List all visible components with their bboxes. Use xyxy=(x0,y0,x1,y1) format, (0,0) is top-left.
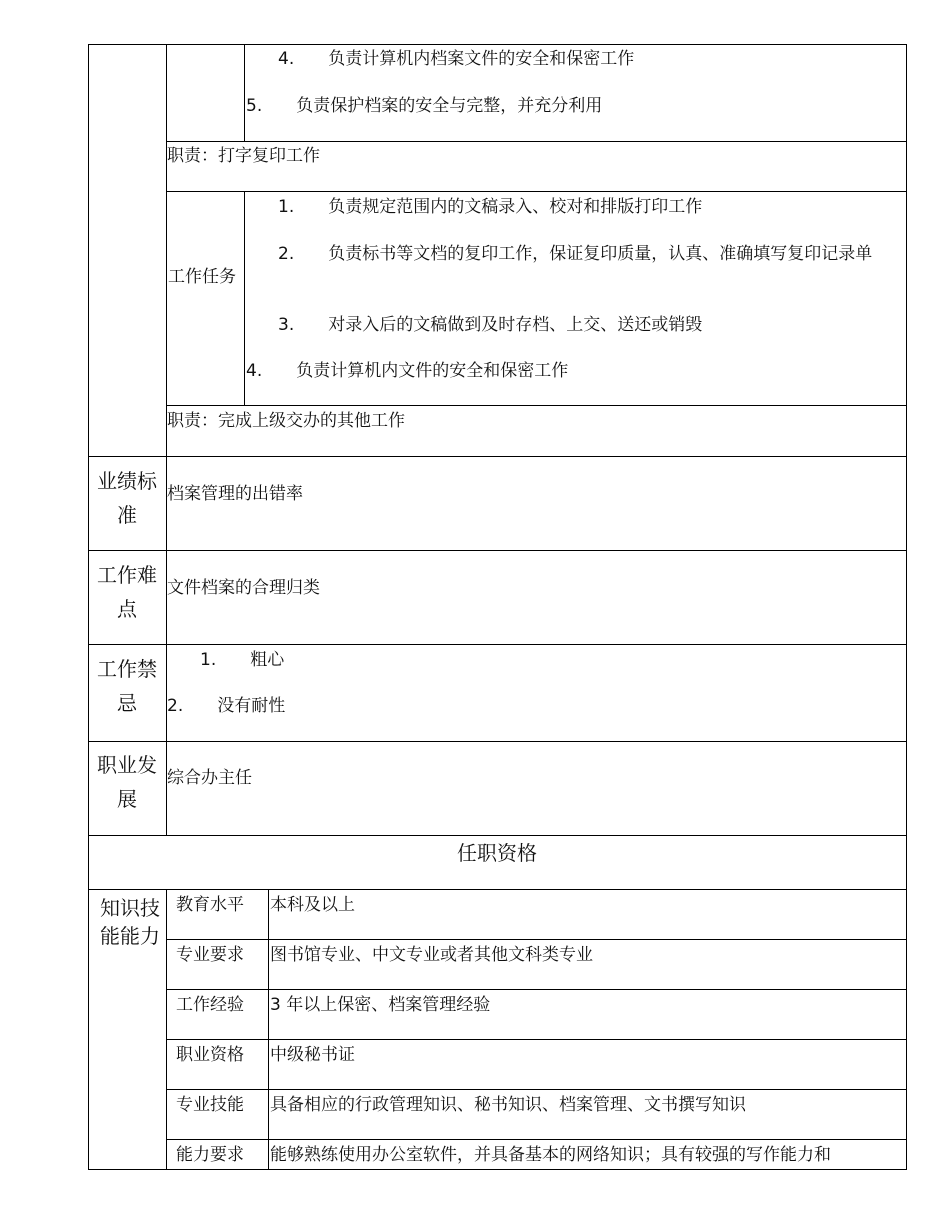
row-line xyxy=(88,550,907,551)
qual-row-value: 中级秘书证 xyxy=(270,1045,355,1065)
taboo-label: 工作禁忌 xyxy=(97,657,157,715)
row-line xyxy=(88,889,907,890)
qual-row-label: 工作经验 xyxy=(176,995,244,1015)
row-line xyxy=(166,1089,907,1090)
qual-row-label: 能力要求 xyxy=(176,1145,244,1165)
qual-column-divider xyxy=(166,890,167,1170)
row-line xyxy=(166,141,907,142)
performance-label: 业绩标准 xyxy=(97,469,157,527)
row-line xyxy=(166,989,907,990)
row-line xyxy=(88,741,907,742)
qual-row-value: 本科及以上 xyxy=(270,895,355,915)
task-column-divider-1 xyxy=(244,44,245,142)
qual-row-label: 职业资格 xyxy=(176,1045,244,1065)
career-value: 综合办主任 xyxy=(167,768,252,788)
difficulty-value: 文件档案的合理归类 xyxy=(167,578,320,598)
qual-row-label: 专业技能 xyxy=(176,1095,244,1115)
row-line xyxy=(88,835,907,836)
task-item: 2. 负责标书等文档的复印工作，保证复印质量，认真、准确填写复印记录单 xyxy=(278,244,873,264)
row-line xyxy=(166,191,907,192)
row-line xyxy=(166,939,907,940)
task-item: 4. 负责计算机内文件的安全和保密工作 xyxy=(246,361,569,381)
row-line xyxy=(88,456,907,457)
career-label: 职业发展 xyxy=(97,753,157,811)
qualifications-group-label: 知识技能能力 xyxy=(100,896,160,948)
task-item: 1. 负责规定范围内的文稿录入、校对和排版打印工作 xyxy=(278,197,703,217)
qual-sublabel-divider xyxy=(268,890,269,1170)
duty-title: 职责：完成上级交办的其他工作 xyxy=(167,411,405,431)
taboo-item: 2. 没有耐性 xyxy=(167,696,286,716)
difficulty-label: 工作难点 xyxy=(97,563,157,621)
qual-row-label: 教育水平 xyxy=(176,895,244,915)
row-line xyxy=(166,405,907,406)
qual-row-value: 能够熟练使用办公室软件，并具备基本的网络知识；具有较强的写作能力和 xyxy=(270,1145,831,1165)
qual-row-value: 图书馆专业、中文专业或者其他文科类专业 xyxy=(270,945,593,965)
performance-value: 档案管理的出错率 xyxy=(167,484,303,504)
taboo-item: 1. 粗心 xyxy=(200,650,285,670)
table-right-border xyxy=(906,44,907,1170)
row-line xyxy=(166,1139,907,1140)
row-line xyxy=(166,1039,907,1040)
task-item: 3. 对录入后的文稿做到及时存档、上交、送还或销毁 xyxy=(278,315,703,335)
task-label: 工作任务 xyxy=(168,267,236,287)
table-bottom-border xyxy=(88,1169,907,1170)
qual-row-value: 具备相应的行政管理知识、秘书知识、档案管理、文书撰写知识 xyxy=(270,1095,746,1115)
task-item: 4. 负责计算机内档案文件的安全和保密工作 xyxy=(278,49,635,69)
qual-row-label: 专业要求 xyxy=(176,945,244,965)
table-top-border xyxy=(88,44,907,45)
qual-row-value: 3 年以上保密、档案管理经验 xyxy=(270,995,491,1015)
row-line xyxy=(88,644,907,645)
qualifications-title: 任职资格 xyxy=(457,841,537,865)
task-item: 5. 负责保护档案的安全与完整，并充分利用 xyxy=(246,96,603,116)
duty-title: 职责：打字复印工作 xyxy=(167,146,320,166)
